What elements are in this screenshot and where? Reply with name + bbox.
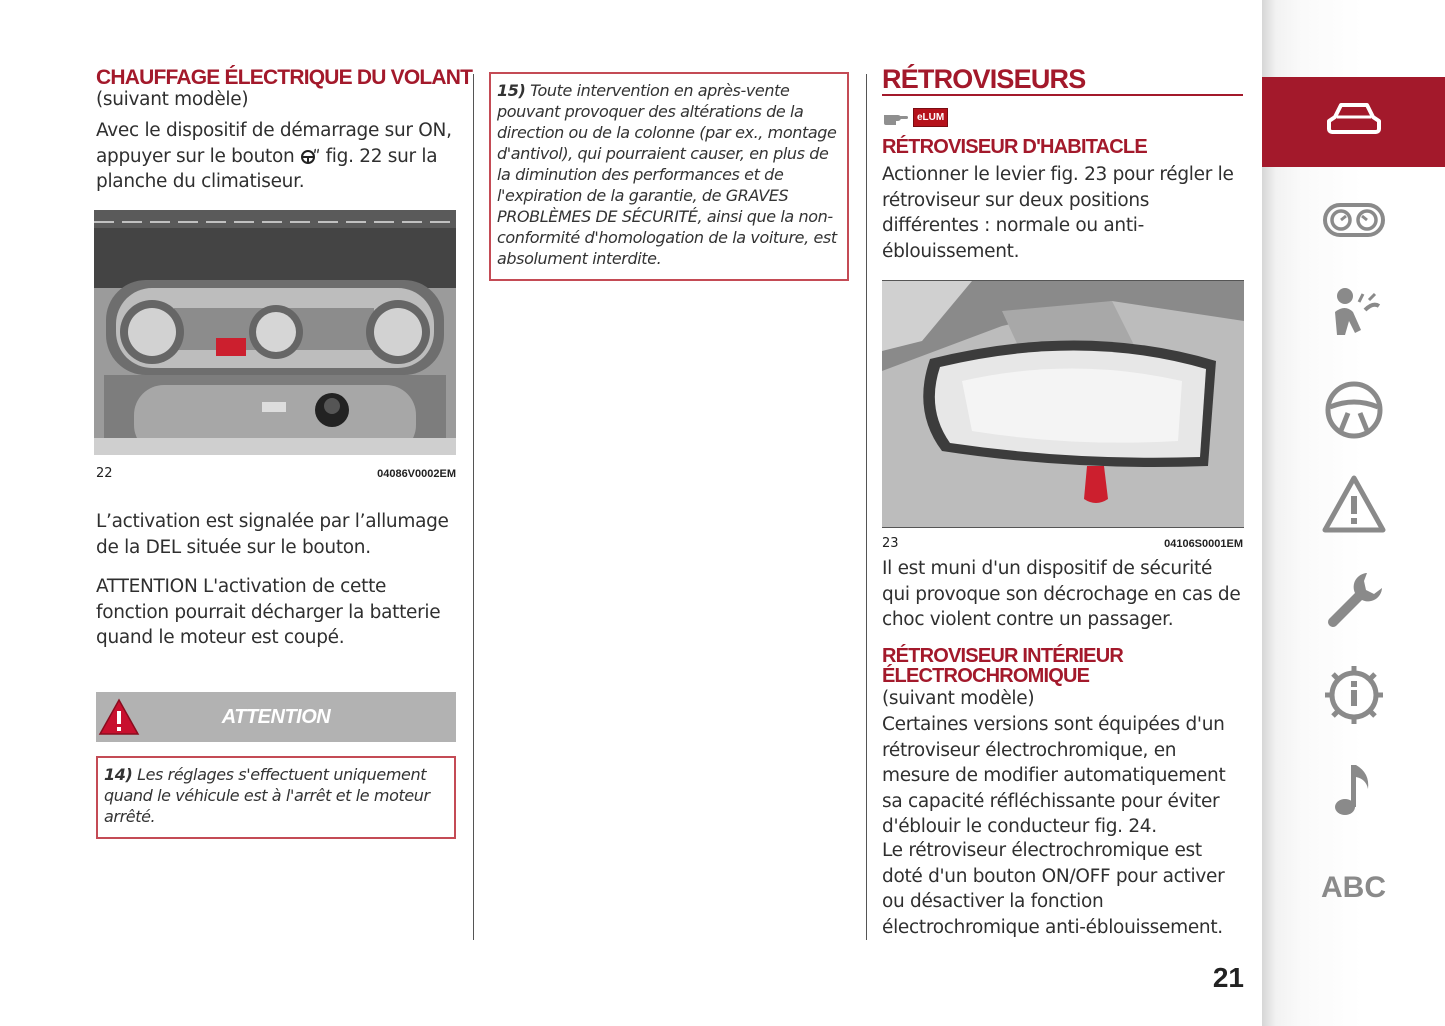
figure-23-code: 04106S0001EM [1164, 538, 1243, 550]
paragraph-adjust-lever: Actionner le levier fig. 23 pour régler le rétroviseur sur deux positions différentes : normale ou anti-éblouissement. [882, 164, 1234, 262]
figure-22-number: 22 [96, 466, 113, 481]
subheading-model-note: (suivant modèle) [96, 89, 249, 110]
abc-index-icon: ABC [1321, 871, 1386, 904]
dashboard-icon [1321, 187, 1387, 253]
figure-23-number: 23 [882, 536, 899, 551]
sidebar-item-multimedia[interactable] [1262, 745, 1445, 835]
warning-triangle-icon [1321, 472, 1387, 538]
elum-indicator [882, 108, 948, 127]
sidebar-item-driving[interactable] [1262, 365, 1445, 455]
paragraph-battery-warning: ATTENTION L'activation de cette fonction pourrait décharger la batterie quand le moteur est coupé. [96, 576, 441, 648]
steering-wheel-icon [1321, 377, 1387, 443]
subheading-interior-mirror: RÉTROVISEUR D'HABITACLE [882, 136, 1147, 158]
note-14 [96, 756, 456, 839]
sidebar-item-vehicle[interactable] [1262, 77, 1445, 167]
sidebar-item-maintenance[interactable] [1262, 555, 1445, 645]
paragraph-safety-device: Il est muni d'un dispositif de sécurité qui provoque son décrochage en cas de choc violent contre un passager. [882, 558, 1241, 630]
hand-pointer-icon [882, 109, 910, 127]
airbag-person-icon [1321, 282, 1387, 348]
figure-23-rearview-mirror [882, 280, 1244, 528]
paragraph-activation-part2: fig. 22 sur la planche du climatiseur. [96, 145, 438, 192]
warning-triangle-icon [98, 698, 140, 736]
column-divider-2 [866, 74, 867, 940]
note-14-text: Les réglages s'effectuent uniquement quand le véhicule est à l'arrêt et le moteur arrêté. [104, 765, 430, 826]
page-number: 21 [1212, 962, 1244, 993]
note-15-number: 15) [497, 81, 526, 100]
subheading-electrochromic-line2: ÉLECTROCHROMIQUE [882, 665, 1090, 687]
figure-23-caption [882, 536, 1243, 551]
paragraph-electrochromic-button: Le rétroviseur électrochromique est doté d'un bouton ON/OFF pour activer ou désactiver la fonction électrochromique anti-éblouissement. [882, 840, 1225, 938]
heading-heated-steering-wheel: CHAUFFAGE ÉLECTRIQUE DU VOLANT [96, 66, 473, 89]
section-title-mirrors: RÉTROVISEURS [882, 64, 1086, 94]
sidebar-item-safety[interactable] [1262, 270, 1445, 360]
wrench-icon [1321, 567, 1387, 633]
note-14-number: 14) [104, 765, 133, 784]
subheading-electrochromic-note: (suivant modèle) [882, 688, 1035, 709]
attention-label: ATTENTION [221, 705, 331, 728]
subheading-electrochromic-line1: RÉTROVISEUR INTÉRIEUR [882, 645, 1124, 667]
paragraph-electrochromic-desc: Certaines versions sont équipées d'un rétroviseur électrochromique, en mesure de modifier automatiquement sa capacité réfléchissante pour éviter d'éblouir le conducteur fig. 24. [882, 714, 1226, 837]
paragraph-activation [96, 118, 458, 195]
figure-22-code: 04086V0002EM [377, 468, 456, 480]
heated-wheel-button-icon [300, 146, 320, 162]
note-15-text: Toute intervention en après-vente pouvant provoquer des altérations de la direction ou de la colonne (par ex., montage d'antivol), qui pourraient causer, en plus de la diminution des performances et de l'expiration de la garantie, de GRAVES PROBLÈMES DE SÉCURITÉ, ainsi que la non-conformité d'homologation de la voiture, est absolument interdite. [497, 81, 837, 268]
figure-22-climate-panel [94, 210, 456, 455]
figure-22-caption [96, 466, 456, 481]
music-note-icon [1321, 757, 1387, 823]
sidebar-item-index[interactable] [1262, 843, 1445, 933]
note-15 [489, 72, 849, 281]
sidebar-item-specifications[interactable] [1262, 650, 1445, 740]
title-underline [882, 94, 1243, 96]
sidebar-item-emergency[interactable] [1262, 460, 1445, 550]
elum-badge: eLUM [913, 108, 948, 127]
sidebar-item-dashboard[interactable] [1262, 175, 1445, 265]
chapter-sidebar [1262, 0, 1445, 1026]
car-icon [1321, 89, 1387, 155]
attention-banner [96, 692, 456, 742]
paragraph-led-signal: L’activation est signalée par l’allumage de la DEL située sur le bouton. [96, 511, 449, 558]
column-divider-1 [473, 74, 474, 940]
paragraph-activation-part1: Avec le dispositif de démarrage sur ON, appuyer sur le bouton [96, 120, 452, 167]
info-gear-icon [1321, 662, 1387, 728]
